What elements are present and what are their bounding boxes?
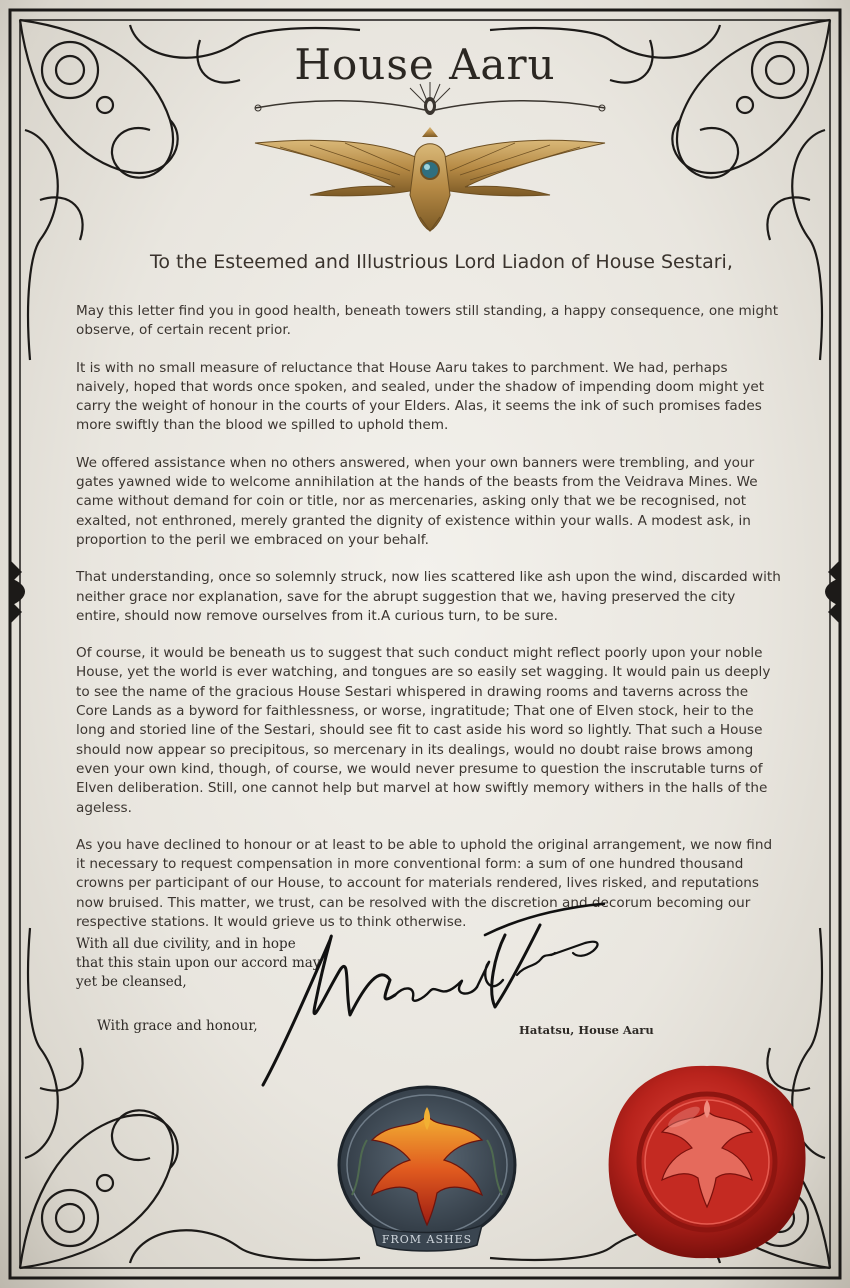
title-ornament-icon: [250, 80, 610, 125]
letter-body: [76, 302, 782, 950]
valediction: With grace and honour,: [97, 1018, 258, 1034]
emblem-banner-text: FROM ASHES: [381, 1233, 473, 1246]
paragraph: As you have declined to honour or at least to be able to uphold the original arrangement, we now find it necessary to request compensation in more conventional form: a sum of one hundred thousand crowns per participant of our House, to account for materials rendered, lives risked, and reputations now bruised. This matter, we trust, can be resolved with the discretion and decorum becoming our respective stations. It would grieve us to think otherwise.: [76, 836, 773, 931]
wax-seal-icon: [604, 1062, 810, 1262]
salutation: To the Esteemed and Illustrious Lord Liadon of House Sestari,: [150, 251, 733, 273]
phoenix-emblem-icon: [332, 1085, 522, 1260]
paragraph: Of course, it would be beneath us to suggest that such conduct might reflect poorly upon your noble House, yet the world is ever watching, and tongues are so easily set wagging. It would pain us deeply to see the name of the gracious House Sestari whispered in drawing rooms and taverns across the Core Lands as a byword for faithlessness, or worse, ingratitude; That one of Elven stock, heir to the long and storied line of the Sestari, should see fit to cast aside his word so lightly. That such a House should now appear so precipitous, so mercenary in its dealings, would no doubt raise brows among even your own kind, though, of course, we would never presume to question the inscrutable turns of Elven deliberation. Still, one cannot help but marvel at how swiftly memory withers in the halls of the ageless.: [76, 645, 771, 816]
side-flourish-left: [10, 560, 25, 624]
signer-name: Hatatsu, House Aaru: [519, 1023, 654, 1037]
golden-eagle-crest-icon: [250, 125, 610, 235]
handwritten-signature: [255, 895, 605, 1095]
house-title: House Aaru: [294, 40, 556, 89]
paragraph: It is with no small measure of reluctance that House Aaru takes to parchment. We had, perhaps naively, hoped that words once spoken, and sealed, under the shadow of impending doom might yet carry the weight of honour in the courts of your Elders. Alas, it seems the ink of such promises fades more swiftly than the blood we spilled to uphold them.: [76, 359, 765, 434]
closing-line: With all due civility, and in hope that this stain upon our accord may yet be cleansed,: [76, 936, 321, 990]
side-flourish-right: [825, 560, 840, 624]
paragraph: We offered assistance when no others answered, when your own banners were trembling, and your gates yawned wide to welcome annihilation at the hands of the beasts from the Veidrava Mines. We came without demand for coin or title, nor as mercenaries, asking only that we be recognised, not exalted, not enthroned, merely granted the dignity of existence within your walls. A modest ask, in proportion to the peril we embraced on your behalf.: [76, 454, 758, 548]
paragraph: May this letter find you in good health, beneath towers still standing, a happy consequence, one might observe, of certain recent prior.: [76, 303, 779, 339]
paragraph: That understanding, once so solemnly struck, now lies scattered like ash upon the wind, discarded with neither grace nor explanation, save for the abrupt suggestion that we, having preserved the city entire, should now remove ourselves from it.A curious turn, to be sure.: [76, 569, 781, 624]
